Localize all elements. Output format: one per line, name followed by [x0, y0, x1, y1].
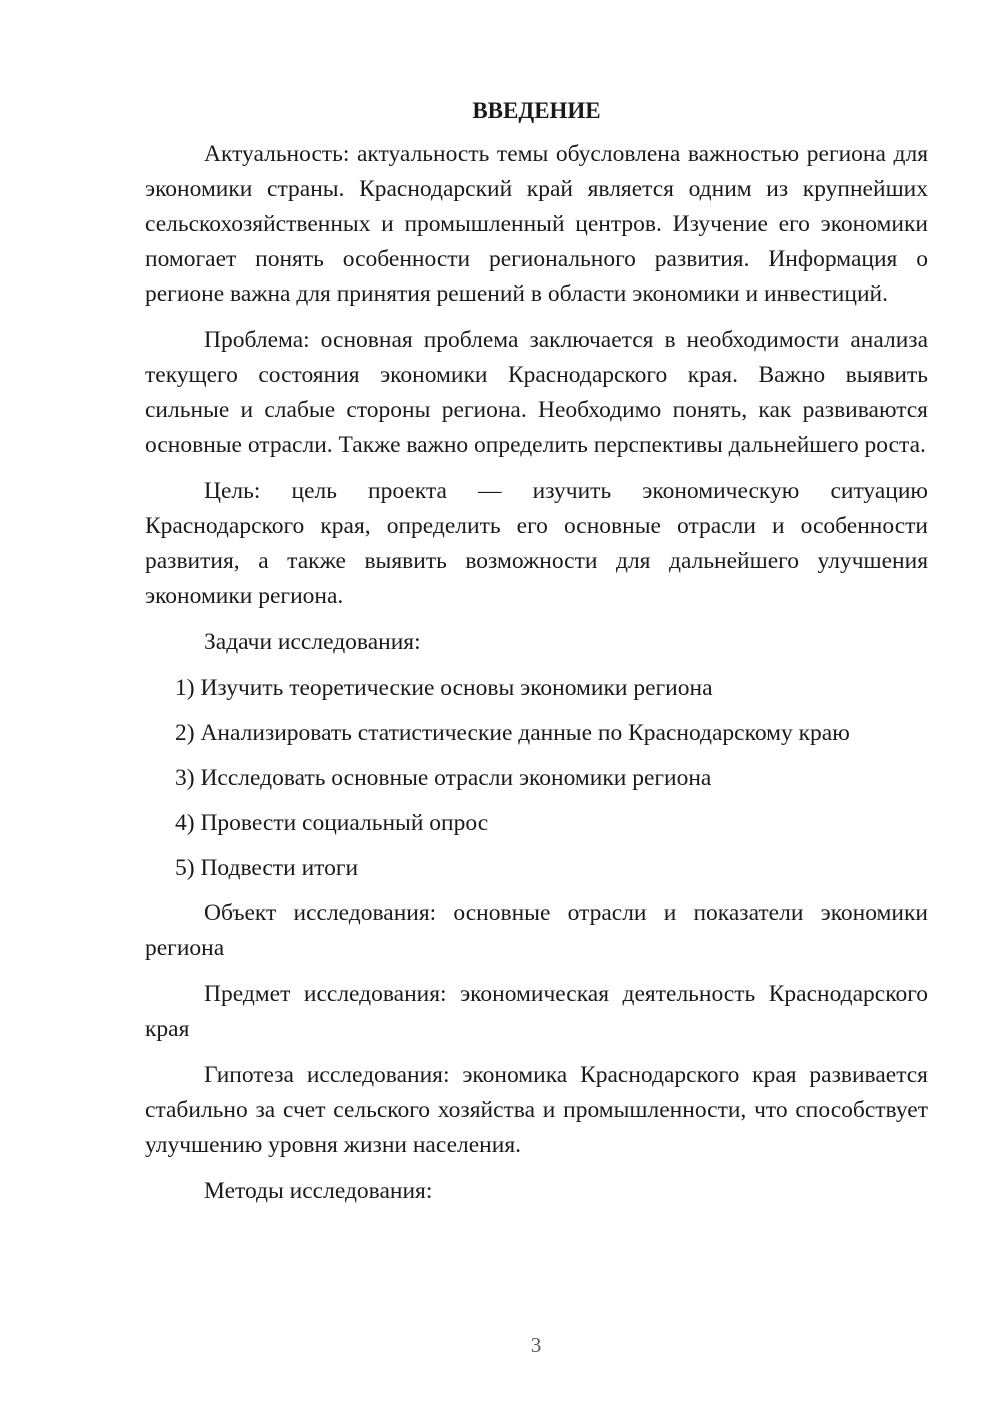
task-item: 1) Изучить теоретические основы экономики региона: [175, 675, 713, 701]
task-item: 3) Исследовать основные отрасли экономики региона: [175, 765, 712, 791]
object-paragraph: Объект исследования: основные отрасли и показатели экономики региона: [145, 900, 928, 961]
tasks-heading: Задачи исследования:: [204, 629, 421, 655]
task-item: 2) Анализировать статистические данные по Краснодарскому краю: [175, 720, 850, 746]
task-item: 4) Провести социальный опрос: [175, 810, 489, 836]
hypothesis-paragraph: Гипотеза исследования: экономика Краснодарского края развивается стабильно за счет сельского хозяйства и промышленности, что способствует улучшению уровня жизни населения.: [145, 1062, 928, 1158]
subject-paragraph: Предмет исследования: экономическая деятельность Краснодарского края: [145, 981, 928, 1042]
section-title: ВВЕДЕНИЕ: [472, 98, 601, 123]
tasks-list: [145, 671, 928, 886]
page-number: 3: [530, 1333, 542, 1357]
page-content: [145, 96, 928, 1220]
problem-paragraph: Проблема: основная проблема заключается в необходимости анализа текущего состояния экономики Краснодарского края. Важно выявить сильные и слабые стороны региона. Необходимо понять, как развиваются основные отрасли. Также важно определить перспективы дальнейшего роста.: [145, 327, 928, 458]
relevance-paragraph: Актуальность: актуальность темы обусловлена важностью региона для экономики страны. Краснодарский край является одним из крупнейших сельскохозяйственных и промышленный центров. Изучение его экономики помогает понять особенности регионального развития. Информация о регионе важна для принятия решений в области экономики и инвестиций.: [145, 141, 928, 307]
goal-paragraph: Цель: цель проекта — изучить экономическую ситуацию Краснодарского края, определить его основные отрасли и особенности развития, а также выявить возможности для дальнейшего улучшения экономики региона.: [145, 478, 928, 609]
task-item: 5) Подвести итоги: [175, 855, 359, 881]
methods-paragraph: Методы исследования:: [204, 1178, 433, 1204]
